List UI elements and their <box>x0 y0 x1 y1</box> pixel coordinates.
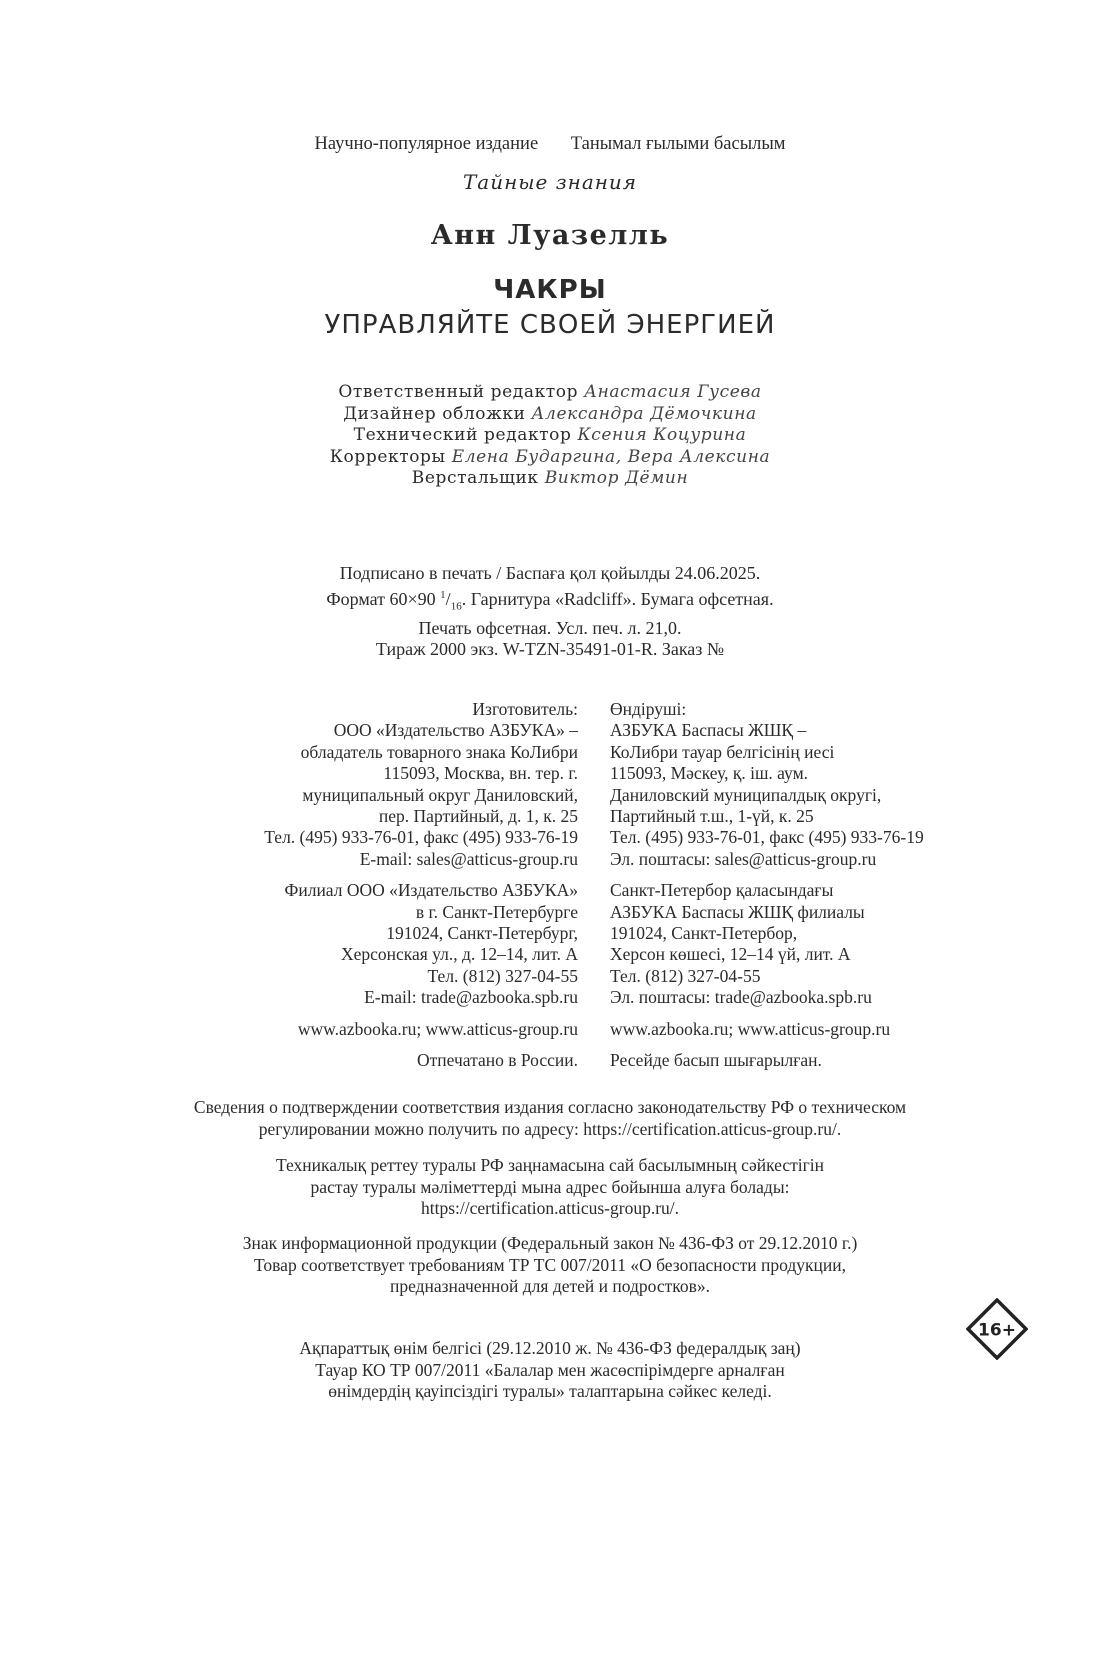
format-slash: / <box>445 588 451 609</box>
info-sign-kz-line: Тауар КО ТР 007/2011 «Балалар мен жасөспірімдерге арналған <box>315 1359 785 1380</box>
edition-type-ru: Научно-популярное издание <box>314 134 539 154</box>
branch-ru-line: 191024, Санкт-Петербург, <box>386 923 578 944</box>
age-rating-text: 16+ <box>978 1320 1016 1341</box>
book-title: ЧАКРЫ <box>493 275 607 305</box>
format-line <box>0 585 1100 618</box>
manufacturer-kz-line: Даниловский муниципалдық округі, <box>610 784 882 805</box>
print-type: Печать офсетная. Усл. печ. л. 21,0. <box>418 617 682 638</box>
format-numerator: 1 <box>440 588 446 601</box>
format-denominator: 16 <box>450 600 462 613</box>
credit-line <box>0 382 1100 404</box>
manufacturer-kz-line: 115093, Мәскеу, қ. іш. аум. <box>610 763 809 784</box>
branch-kz-email[interactable]: Эл. поштасы: trade@azbooka.spb.ru <box>610 987 872 1008</box>
credit-line <box>0 447 1100 469</box>
manufacturer-ru-line: Тел. (495) 933-76-01, факс (495) 933-76-19 <box>264 827 578 848</box>
credit-role: Технический редактор <box>353 425 572 445</box>
info-sign-ru-line: Товар соответствует требованиям ТР ТС 007/2011 «О безопасности продукции, <box>254 1254 846 1275</box>
credit-role: Ответственный редактор <box>338 382 579 402</box>
manufacturer-ru-line: обладатель товарного знака КоЛибри <box>300 741 578 762</box>
branch-kz-line: АЗБУКА Баспасы ЖШҚ филиалы <box>610 901 865 922</box>
manufacturer-ru-line: ООО «Издательство АЗБУКА» – <box>333 720 578 741</box>
credit-role: Дизайнер обложки <box>343 403 526 424</box>
credit-role: Верстальщик <box>411 468 539 488</box>
manufacturer-ru-line: 115093, Москва, вн. тер. г. <box>383 763 578 784</box>
info-sign-ru <box>0 1233 1100 1298</box>
branch-kz-line: Санкт-Петербор қаласындағы <box>610 880 834 901</box>
format-prefix: Формат 60×90 <box>326 588 441 609</box>
branch-ru-line: Херсонская ул., д. 12–14, лит. А <box>340 944 578 965</box>
credit-line <box>0 404 1100 426</box>
manufacturer-kz-line: Тел. (495) 933-76-01, факс (495) 933-76-19 <box>610 827 924 848</box>
series-name: Тайные знания <box>462 170 638 194</box>
info-sign-ru-line: предназначенной для детей и подростков». <box>389 1276 711 1296</box>
manufacturer-ru-line: Изготовитель: <box>472 699 578 719</box>
conformity-ru-line: Сведения о подтверждении соответствия издания согласно законодательству РФ о техническом <box>193 1097 907 1117</box>
manufacturer-ru <box>150 699 578 1072</box>
manufacturer-kz <box>610 699 1050 1072</box>
manufacturer-ru-line: пер. Партийный, д. 1, к. 25 <box>378 806 578 827</box>
conformity-kz-line: https://certification.atticus-group.ru/. <box>420 1198 680 1218</box>
manufacturer-ru-email[interactable]: E-mail: sales@atticus-group.ru <box>359 848 578 869</box>
branch-ru-line: Тел. (812) 327-04-55 <box>427 965 578 986</box>
manufacturer-kz-line: КоЛибри тауар белгісінің иесі <box>610 741 835 762</box>
format-suffix: . Гарнитура «Radcliff». Бумага офсетная. <box>461 588 774 609</box>
printing-info <box>0 563 1100 661</box>
conformity-ru-line: регулировании можно получить по адресу: https://certification.atticus-group.ru/. <box>258 1118 842 1139</box>
branch-kz-line: Тел. (812) 327-04-55 <box>610 965 761 986</box>
manufacturer-kz-line: Партийный т.ш., 1-үй, к. 25 <box>610 806 814 827</box>
manufacturer-kz-line: Өндіруші: <box>610 699 687 719</box>
edition-type-line <box>0 134 1100 155</box>
info-sign-kz-line: Ақпараттық өнім белгісі (29.12.2010 ж. № 436-ФЗ федералдық заң) <box>299 1338 801 1358</box>
info-sign-kz-line: өнімдердің қауіпсіздігі туралы» талаптарына сәйкес келеді. <box>328 1381 772 1401</box>
manufacturer-kz-email[interactable]: Эл. поштасы: sales@atticus-group.ru <box>610 848 877 869</box>
credit-name: Елена Бударгина, Вера Алексина <box>451 446 771 467</box>
printed-in-kz: Ресейде басып шығарылған. <box>610 1050 822 1071</box>
signed-to-print: Подписано в печать / Баспаға қол қойылды 24.06.2025. <box>339 563 761 583</box>
website-kz[interactable]: www.azbooka.ru; www.atticus-group.ru <box>610 1018 891 1039</box>
credit-name: Александра Дёмочкина <box>531 403 757 424</box>
info-sign-kz <box>0 1338 1100 1403</box>
print-run: Тираж 2000 экз. W-TZN-35491-01-R. Заказ № <box>375 639 725 660</box>
credits-block <box>0 382 1100 490</box>
manufacturer-ru-line: муниципальный округ Даниловский, <box>302 784 578 805</box>
manufacturer-kz-line: АЗБУКА Баспасы ЖШҚ – <box>610 720 807 741</box>
website-ru[interactable]: www.azbooka.ru; www.atticus-group.ru <box>297 1018 578 1039</box>
info-sign-ru-line: Знак информационной продукции (Федеральный закон № 436-ФЗ от 29.12.2010 г.) <box>242 1233 858 1253</box>
credit-line <box>0 468 1100 490</box>
book-subtitle: УПРАВЛЯЙТЕ СВОЕЙ ЭНЕРГИЕЙ <box>324 310 776 340</box>
credit-line <box>0 425 1100 447</box>
credit-name: Анастасия Гусева <box>584 382 762 402</box>
conformity-kz-line: Техникалық реттеу туралы РФ заңнамасына сай басылымның сәйкестігін <box>275 1155 825 1175</box>
branch-ru-line: в г. Санкт-Петербурге <box>415 901 578 922</box>
branch-kz-line: Херсон көшесі, 12–14 үй, лит. А <box>610 944 851 965</box>
branch-ru-email[interactable]: E-mail: trade@azbooka.spb.ru <box>364 987 578 1008</box>
credit-name: Ксения Коцурина <box>577 425 747 445</box>
credit-role: Корректоры <box>329 446 446 467</box>
edition-type-kz: Танымал ғылыми басылым <box>570 134 786 154</box>
conformity-kz-line: растау туралы мәліметтерді мына адрес бойынша алуға болады: <box>310 1176 790 1197</box>
printed-in-ru: Отпечатано в России. <box>417 1050 578 1071</box>
conformity-kz <box>0 1155 1100 1220</box>
branch-ru-line: Филиал ООО «Издательство АЗБУКА» <box>284 880 578 901</box>
branch-kz-line: 191024, Санкт-Петербор, <box>610 923 798 944</box>
credit-name: Виктор Дёмин <box>544 468 689 488</box>
conformity-ru <box>0 1097 1100 1140</box>
book-author: Анн Луазелль <box>430 220 670 251</box>
